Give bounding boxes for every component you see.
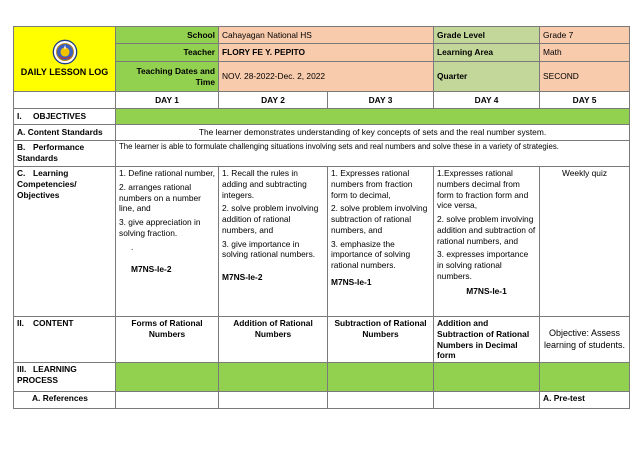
content-day-4: Addition and Subtraction of Rational Numbers in Decimal form [434, 317, 540, 363]
learning-area-label: Learning Area [434, 44, 540, 62]
learning-process-heading: III. LEARNING PROCESS [14, 363, 116, 392]
competency-line: 1. Recall the rules in adding and subtracting integers. [222, 168, 307, 200]
teaching-dates-value: NOV. 28-2022-Dec. 2, 2022 [219, 62, 434, 92]
quarter-label: Quarter [434, 62, 540, 92]
competency-line: 2. arranges rational numbers on a number line, and [119, 181, 201, 214]
competency-day-4 [434, 167, 540, 317]
content-standards-text: The learner demonstrates understanding of key concepts of sets and the real number system. [116, 125, 630, 141]
learning-process-day-5 [540, 363, 630, 392]
competency-day-1 [116, 167, 219, 317]
quarter-value: SECOND [540, 62, 630, 92]
day-header-4: DAY 4 [434, 92, 540, 109]
competency-code: M7NS-Ie-1 [466, 285, 507, 296]
learning-process-day-1 [116, 363, 219, 392]
day-header-5: DAY 5 [540, 92, 630, 109]
content-day-2: Addition of Rational Numbers [219, 317, 328, 363]
competencies-label: C. Learning Competencies/ Objectives [14, 167, 116, 317]
competency-line: 2. solve problem involving addition and subtraction of rational numbers, and [437, 214, 536, 246]
content-day-1: Forms of Rational Numbers [116, 317, 219, 363]
references-day-4 [434, 392, 540, 409]
references-day-5: A. Pre-test [540, 392, 630, 409]
content-heading: II. CONTENT [14, 317, 116, 363]
competency-line: 2. solve problem involving addition of rational numbers, and [222, 203, 319, 235]
daily-lesson-log-table [13, 26, 630, 409]
competency-code: M7NS-Ie-2 [222, 272, 263, 282]
competency-code: M7NS-Ie-1 [331, 276, 372, 287]
teacher-label: Teacher [116, 44, 219, 62]
competency-line: 1.Expresses rational numbers decimal from form to fraction form and vice versa, [437, 168, 529, 211]
competency-line: 1. Expresses rational numbers from fraction form to decimal, [331, 168, 413, 200]
performance-standards-text: The learner is able to formulate challenging situations involving sets and real numbers and solve these in a variety of strategies. [116, 141, 630, 167]
learning-area-value: Math [540, 44, 630, 62]
learning-process-day-3 [328, 363, 434, 392]
teaching-dates-label: Teaching Dates and Time [116, 62, 219, 92]
competency-line: 3. expresses importance in solving rational numbers. [437, 249, 529, 281]
content-day-3: Subtraction of Rational Numbers [328, 317, 434, 363]
references-day-2 [219, 392, 328, 409]
day-header-3: DAY 3 [328, 92, 434, 109]
competency-day-5: Weekly quiz [540, 167, 630, 317]
references-day-1 [116, 392, 219, 409]
competency-line: . [131, 241, 134, 252]
references-label: A. References [14, 392, 116, 409]
content-standards-label: A. Content Standards [14, 125, 116, 141]
competency-day-2 [219, 167, 328, 317]
grade-value: Grade 7 [540, 27, 630, 44]
competency-line: 3. give importance in solving rational numbers. [222, 238, 316, 260]
day-header-blank [14, 92, 116, 109]
competency-line: 2. solve problem involving subtraction of rational numbers, and [331, 203, 428, 235]
objectives-heading: I. OBJECTIVES [14, 109, 116, 125]
teacher-value: FLORY FE Y. PEPITO [219, 44, 434, 62]
competency-line: 3. give appreciation in solving fraction. [119, 217, 201, 238]
competency-line: 3. emphasize the importance of solving rational numbers. [331, 238, 411, 270]
learning-process-day-4 [434, 363, 540, 392]
logo-title: DAILY LESSON LOG [20, 67, 109, 78]
deped-seal-icon [52, 39, 78, 65]
competency-line: 1. Define rational number, [119, 168, 215, 178]
performance-standards-label: B. Performance Standards [14, 141, 116, 167]
competency-code: M7NS-Ie-2 [131, 264, 172, 275]
grade-label: Grade Level [434, 27, 540, 44]
competency-day-3 [328, 167, 434, 317]
references-day-3 [328, 392, 434, 409]
day-header-1: DAY 1 [116, 92, 219, 109]
school-value: Cahayagan National HS [219, 27, 434, 44]
content-day-5: Objective: Assess learning of students. [540, 317, 630, 363]
logo-cell [14, 27, 116, 92]
learning-process-day-2 [219, 363, 328, 392]
school-label: School [116, 27, 219, 44]
day-header-2: DAY 2 [219, 92, 328, 109]
objectives-bar [116, 109, 630, 125]
